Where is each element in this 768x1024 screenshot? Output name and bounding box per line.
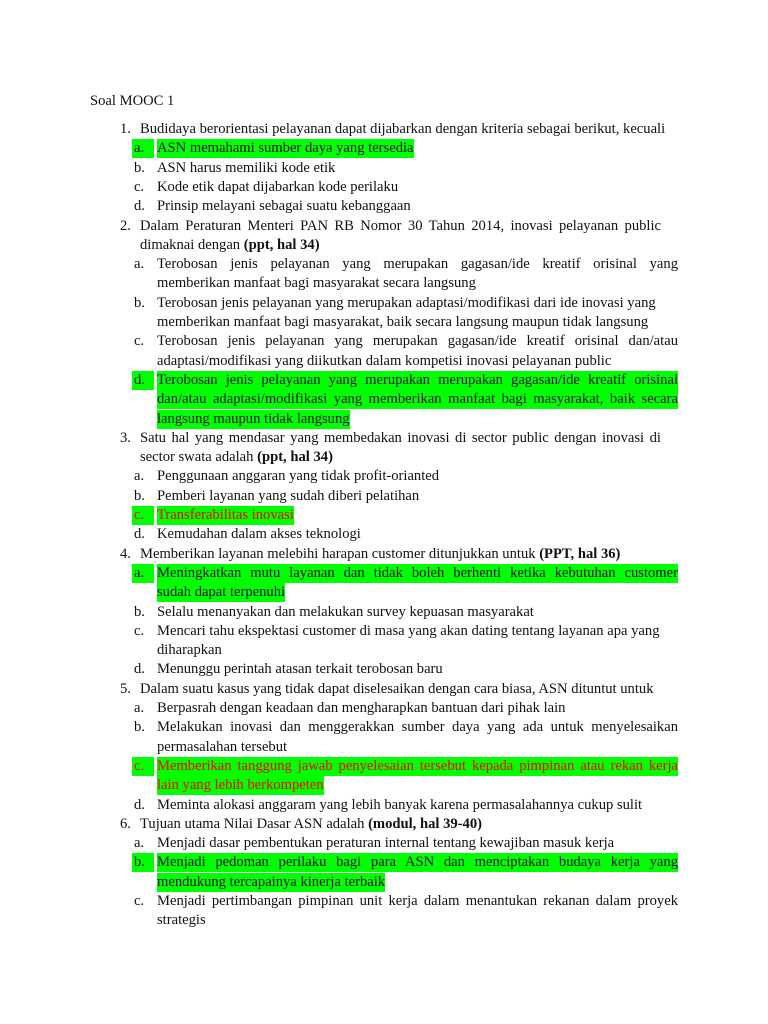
option-text	[157, 139, 414, 158]
option-text	[157, 622, 660, 641]
option-letter: b.	[134, 294, 145, 311]
option-text	[157, 410, 350, 429]
option-text	[157, 294, 656, 313]
option-text	[157, 796, 642, 815]
option-text	[157, 467, 439, 486]
option-letter: b.	[134, 719, 145, 736]
question-number: 4.	[120, 545, 131, 562]
question-text-text: Dalam Peraturan Menteri PAN RB Nomor 30 Tahun 2014, inovasi pelayanan public	[140, 217, 661, 234]
option-letter: a.	[132, 564, 154, 583]
option-text-text: Berpasrah dengan keadaan dan mengharapkan bantuan dari pihak lain	[157, 700, 566, 716]
question-text	[140, 429, 661, 448]
option-text-text: memberikan manfaat bagi masyarakat, baik secara langsung maupun tidak langsung	[157, 314, 649, 330]
option-letter: d.	[134, 526, 145, 543]
option-letter: a.	[134, 835, 145, 852]
option-text	[157, 834, 614, 853]
option-text	[157, 660, 443, 679]
option-text	[157, 738, 287, 757]
question-text-reference: (PPT, hal 36)	[539, 545, 621, 562]
option-letter: d.	[134, 198, 145, 215]
question-text	[140, 120, 665, 139]
question-text-text: sector swata adalah	[140, 449, 258, 466]
question-text-text: Budidaya berorientasi pelayanan dapat dijabarkan dengan kriteria sebagai berikut, kecuali	[140, 121, 666, 137]
question-text	[140, 448, 333, 467]
option-text-text: Meningkatkan mutu layanan dan tidak boleh berhenti ketika kebutuhan customer	[157, 564, 678, 581]
question-text-text: dimaknai dengan	[140, 236, 244, 253]
option-text	[157, 873, 385, 892]
option-text-text: strategis	[157, 912, 206, 929]
option-text-text: langsung maupun tidak langsung	[157, 410, 350, 427]
option-letter: d.	[134, 796, 145, 813]
option-text-text: Terobosan jenis pelayanan yang merupakan adaptasi/modifikasi dari ide inovasi yang	[157, 294, 656, 311]
question-text-text: Dalam suatu kasus yang tidak dapat diselesaikan dengan cara biasa, ASN dituntut untuk	[140, 680, 654, 697]
option-text-text: sudah dapat terpenuhi	[157, 584, 286, 601]
option-letter: d.	[134, 661, 145, 678]
option-text	[157, 564, 678, 583]
option-text	[157, 371, 678, 390]
option-text	[157, 718, 678, 737]
question-text-reference: (ppt, hal 34)	[243, 236, 320, 253]
question-text	[140, 680, 654, 699]
option-text-text: Prinsip melayani sebagai suatu kebanggaan	[157, 198, 411, 215]
option-text	[157, 776, 324, 795]
document-title: Soal MOOC 1	[90, 93, 175, 109]
question-number: 5.	[120, 680, 131, 697]
option-letter: c.	[134, 333, 145, 350]
option-text-text: Kode etik dapat dijabarkan kode perilaku	[157, 178, 399, 195]
option-text	[157, 197, 411, 216]
option-text-text: ASN harus memiliki kode etik	[157, 159, 336, 176]
option-text-text: diharapkan	[157, 642, 222, 659]
option-text-text: Menjadi dasar pembentukan peraturan internal tentang kewajiban masuk kerja	[157, 835, 615, 852]
option-text-text: Menjadi pertimbangan pimpinan unit kerja dalam menantukan rekanan dalam proyek	[157, 893, 678, 909]
option-letter: c.	[134, 178, 145, 195]
option-text	[157, 332, 678, 351]
option-text	[157, 274, 476, 293]
option-text-text: ASN memahami sumber daya yang tersedia	[157, 140, 414, 157]
question-text-text: Satu hal yang mendasar yang membedakan inovasi di sector public dengan inovasi di	[140, 429, 661, 446]
option-text	[157, 487, 419, 506]
question-number: 2.	[120, 217, 131, 234]
option-text	[157, 603, 534, 622]
option-text	[157, 757, 678, 776]
option-text-text: Penggunaan anggaran yang tidak profit-orianted	[157, 468, 440, 485]
option-letter: c.	[132, 506, 154, 525]
option-text	[157, 255, 678, 274]
option-text-text: Menjadi pedoman perilaku bagi para ASN dan menciptakan budaya kerja yang	[157, 854, 678, 871]
option-text	[157, 313, 648, 332]
option-letter: b.	[134, 159, 145, 176]
option-letter: c.	[134, 622, 145, 639]
option-letter: c.	[134, 893, 145, 909]
option-text-text: Kemudahan dalam akses teknologi	[157, 526, 361, 543]
question-text-reference: (ppt, hal 34)	[257, 449, 333, 466]
option-text-text: Terobosan jenis pelayanan yang merupakan gagasan/ide kreatif orisinal dan/atau	[157, 333, 678, 350]
option-letter: d.	[132, 371, 154, 390]
option-letter: c.	[132, 757, 154, 776]
option-text-text: dan/atau adaptasi/modifikasi yang memberikan manfaat bagi masyarakat, baik secara	[157, 391, 678, 408]
option-letter: b.	[132, 853, 154, 872]
question-number: 3.	[120, 429, 131, 446]
option-text	[157, 583, 285, 602]
option-letter: a.	[134, 700, 145, 716]
question-text-reference: (modul, hal 39-40)	[368, 815, 482, 832]
question-text	[140, 815, 482, 834]
option-text	[157, 892, 678, 911]
option-text-text: Melakukan inovasi dan menggerakkan sumber daya yang ada untuk menyelesaikan	[157, 719, 678, 736]
question-text-text: Memberikan layanan melebihi harapan customer ditunjukkan untuk	[140, 545, 540, 562]
option-text	[157, 641, 222, 660]
option-text	[157, 506, 294, 525]
question-text	[140, 236, 320, 255]
option-text-text: lain yang lebih berkompeten	[157, 777, 324, 794]
option-text-text: Selalu menanyakan dan melakukan survey kepuasan masyarakat	[157, 603, 534, 620]
option-letter: a.	[132, 139, 154, 158]
question-text	[140, 217, 661, 236]
question-text	[140, 545, 620, 564]
option-text	[157, 159, 335, 178]
option-text	[157, 525, 361, 544]
option-text	[157, 390, 678, 409]
option-text-text: Mencari tahu ekspektasi customer di masa yang akan dating tentang layanan apa yang	[157, 622, 660, 639]
option-text-text: adaptasi/modifikasi yang diikutkan dalam kompetisi inovasi pelayanan public	[157, 352, 612, 369]
option-letter: a.	[134, 256, 145, 273]
option-text-text: Menunggu perintah atasan terkait terobosan baru	[157, 661, 443, 678]
option-letter: b.	[134, 487, 145, 504]
option-letter: b.	[134, 603, 145, 620]
option-text	[157, 352, 611, 371]
option-text-text: Transferabilitas inovasi	[157, 507, 294, 523]
question-number: 6.	[120, 815, 131, 832]
option-text-text: Meminta alokasi anggaram yang lebih banyak karena permasalahannya cukup sulit	[157, 796, 643, 813]
option-text-text: Pemberi layanan yang sudah diberi pelatihan	[157, 487, 420, 504]
option-text	[157, 699, 565, 718]
option-text-text: permasalahan tersebut	[157, 738, 288, 755]
option-text	[157, 178, 398, 197]
option-text-text: memberikan manfaat bagi masyarakat secara langsung	[157, 275, 476, 292]
option-text-text: Terobosan jenis pelayanan yang merupakan merupakan gagasan/ide kreatif orisinal	[157, 371, 678, 388]
question-number: 1.	[120, 121, 131, 137]
option-letter: a.	[134, 468, 145, 485]
option-text-text: mendukung tercapainya kinerja terbaik	[157, 873, 386, 890]
option-text	[157, 911, 206, 930]
question-text-text: Tujuan utama Nilai Dasar ASN adalah	[140, 815, 369, 832]
option-text-text: Terobosan jenis pelayanan yang merupakan gagasan/ide kreatif orisinal yang	[157, 256, 678, 273]
option-text-text: Memberikan tanggung jawab penyelesaian tersebut kepada pimpinan atau rekan kerja	[157, 757, 678, 774]
option-text	[157, 853, 678, 872]
